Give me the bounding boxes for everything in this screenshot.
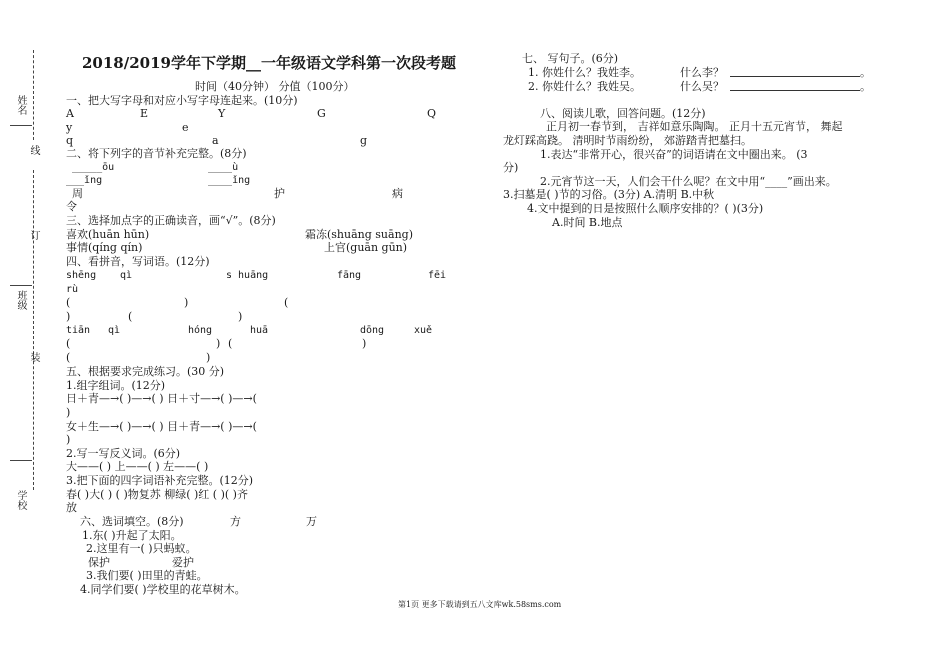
answer-paren[interactable]: ) [238, 310, 243, 323]
answer-line[interactable] [730, 66, 860, 77]
poem-line: 正月初一春节到， 吉祥如意乐陶陶。 正月十五元宵节， 舞起 [546, 120, 843, 133]
antonym-row[interactable]: 大——( ) 上——( ) 左——( ) [66, 460, 209, 473]
letter: e [182, 121, 189, 134]
pinyin-word: hóng [188, 325, 213, 336]
answer-paren[interactable]: ( [228, 337, 233, 350]
pinyin-word: huā [250, 325, 269, 336]
answer-options[interactable]: A.时间 B.地点 [552, 216, 623, 229]
pinyin-word: s huāng [226, 270, 269, 281]
name-label: 姓名 [15, 95, 26, 115]
page-footer: 第1页 更多下载请到五八文库wk.58sms.com [398, 600, 562, 609]
section-5-heading: 五、根据要求完成练习。(30 分) [66, 365, 225, 378]
letter: q [66, 134, 74, 147]
sentence-q: 什么李？ [680, 66, 724, 79]
sub-heading: 3.把下面的四字词语补充完整。(12分) [66, 474, 254, 487]
binding-char: 装 [28, 352, 39, 362]
section-4-heading: 四、看拼音，写词语。(12分) [66, 255, 210, 268]
reading-choice[interactable]: 上官(guān gūn) [324, 241, 408, 254]
idiom-row[interactable]: 春( )大( ) ( )物复苏 柳绿( )红 ( )( )齐 [66, 488, 248, 501]
class-line [10, 285, 32, 286]
reading-question[interactable]: 4.文中提到的日是按照什么顺序安排的？( )(3分) [527, 202, 764, 215]
syllable-blank[interactable]: ____ǐng [208, 175, 251, 186]
compose-row-end: ) [66, 406, 71, 419]
hanzi: 护 [274, 187, 285, 200]
idiom-row-end: 放 [66, 501, 77, 514]
answer-line[interactable] [730, 80, 860, 91]
hanzi: 令 [66, 200, 77, 213]
section-6-heading: 六、选词填空。(8分) [80, 515, 184, 528]
letter: g [360, 134, 368, 147]
sentence-q: 1. 你姓什么？我姓李。 [528, 66, 641, 79]
pinyin-word: qì [108, 325, 121, 336]
hanzi: 病 [392, 187, 403, 200]
letter: Q [427, 107, 437, 120]
school-label: 学校 [15, 490, 26, 510]
binding-dashed-line [33, 170, 34, 490]
binding-dashed-line [33, 50, 34, 140]
letter: E [140, 107, 149, 120]
answer-paren[interactable]: ) [206, 351, 211, 364]
exam-meta: 时间（40分钟） 分值（100分） [195, 80, 355, 93]
bind-char: 订 [28, 230, 39, 240]
sentence-q: 2. 你姓什么？我姓吴。 [528, 80, 641, 93]
syllable-blank[interactable]: _____ōu [72, 162, 115, 173]
pinyin-word: tiān [66, 325, 91, 336]
sub-heading: 2.写一写反义词。(6分) [66, 447, 181, 460]
compose-row[interactable]: 女＋生—→( )—→( ) 目＋青—→( )—→( [66, 420, 257, 433]
section-2-heading: 二、将下列字的音节补充完整。(8分) [66, 147, 247, 160]
section-1-heading: 一、把大写字母和对应小写字母连起来。(10分) [66, 94, 298, 107]
answer-paren[interactable]: ( [284, 296, 289, 309]
syllable-blank[interactable]: ____ù [208, 162, 239, 173]
fill-question[interactable]: 2.这里有一( )只蚂蚁。 [86, 542, 197, 555]
reading-question[interactable]: 1.表达“非常开心，很兴奋”的词语请在文中圈出来。 (3 [540, 148, 808, 161]
letter: y [66, 121, 73, 134]
class-label: 班级 [15, 290, 26, 310]
sub-heading: 1.组字组词。(12分) [66, 379, 166, 392]
answer-paren[interactable]: ( [66, 296, 71, 309]
pinyin-word: fēi [428, 270, 447, 281]
syllable-blank[interactable]: ___ǐng [66, 175, 103, 186]
poem-line: 龙灯踩高跷。 清明时节雨纷纷， 郊游踏青把墓扫。 [503, 134, 752, 147]
reading-choice[interactable]: 霜冻(shuāng suāng) [305, 228, 413, 241]
fill-question[interactable]: 3.我们要( )田里的青蛙。 [86, 569, 208, 582]
pinyin-word: fāng [337, 270, 362, 281]
reading-question[interactable]: 3.扫墓是( )节的习俗。(3分) A.清明 B.中秋 [503, 188, 715, 201]
answer-paren[interactable]: ) [216, 337, 221, 350]
school-line [10, 460, 32, 461]
fill-question[interactable]: 1.东( )升起了太阳。 [82, 529, 182, 542]
reading-choice[interactable]: 喜欢(huān hūn) [66, 228, 150, 241]
pinyin-word: shēng [66, 270, 97, 281]
page-title: 2018/2019学年下学期__一年级语文学科第一次段考题 [82, 54, 456, 72]
letter: G [317, 107, 326, 120]
hanzi: 周 [72, 187, 83, 200]
section-7-heading: 七、 写句子。(6分) [522, 52, 619, 65]
answer-paren[interactable]: ( [66, 337, 71, 350]
fill-question[interactable]: 4.同学们要( )学校里的花草树木。 [80, 583, 246, 596]
word-choice: 万 [306, 515, 317, 528]
period: 。 [860, 80, 871, 93]
compose-row[interactable]: 日＋青—→( )—→( ) 日＋寸—→( )—→( [66, 392, 257, 405]
answer-paren[interactable]: ) [362, 337, 367, 350]
word-choice: 保护 [88, 556, 110, 569]
pinyin-word: xuě [414, 325, 433, 336]
reading-choice[interactable]: 事情(qíng qín) [66, 241, 143, 254]
line-char: 线 [28, 145, 39, 155]
word-choice: 爱护 [172, 556, 194, 569]
answer-paren[interactable]: ) [184, 296, 189, 309]
letter: A [66, 107, 74, 120]
pinyin-word: dōng [360, 325, 385, 336]
pinyin-word: qì [120, 270, 133, 281]
answer-paren[interactable]: ) [66, 310, 71, 323]
reading-question[interactable]: 2.元宵节这一天，人们会干什么呢？在文中用“____”画出来。 [540, 175, 837, 188]
compose-row-end: ) [66, 433, 71, 446]
answer-paren[interactable]: ( [128, 310, 133, 323]
section-3-heading: 三、选择加点字的正确读音，画“√”。(8分) [66, 214, 276, 227]
word-choice: 方 [230, 515, 241, 528]
section-8-heading: 八、阅读儿歌，回答问题。(12分) [540, 107, 706, 120]
reading-question-end: 分) [503, 161, 519, 174]
pinyin-word: rù [66, 284, 79, 295]
period: 。 [860, 66, 871, 79]
name-line [10, 125, 32, 126]
letter: Y [218, 107, 226, 120]
letter: a [212, 134, 219, 147]
answer-paren[interactable]: ( [66, 351, 71, 364]
sentence-q: 什么吴？ [680, 80, 724, 93]
